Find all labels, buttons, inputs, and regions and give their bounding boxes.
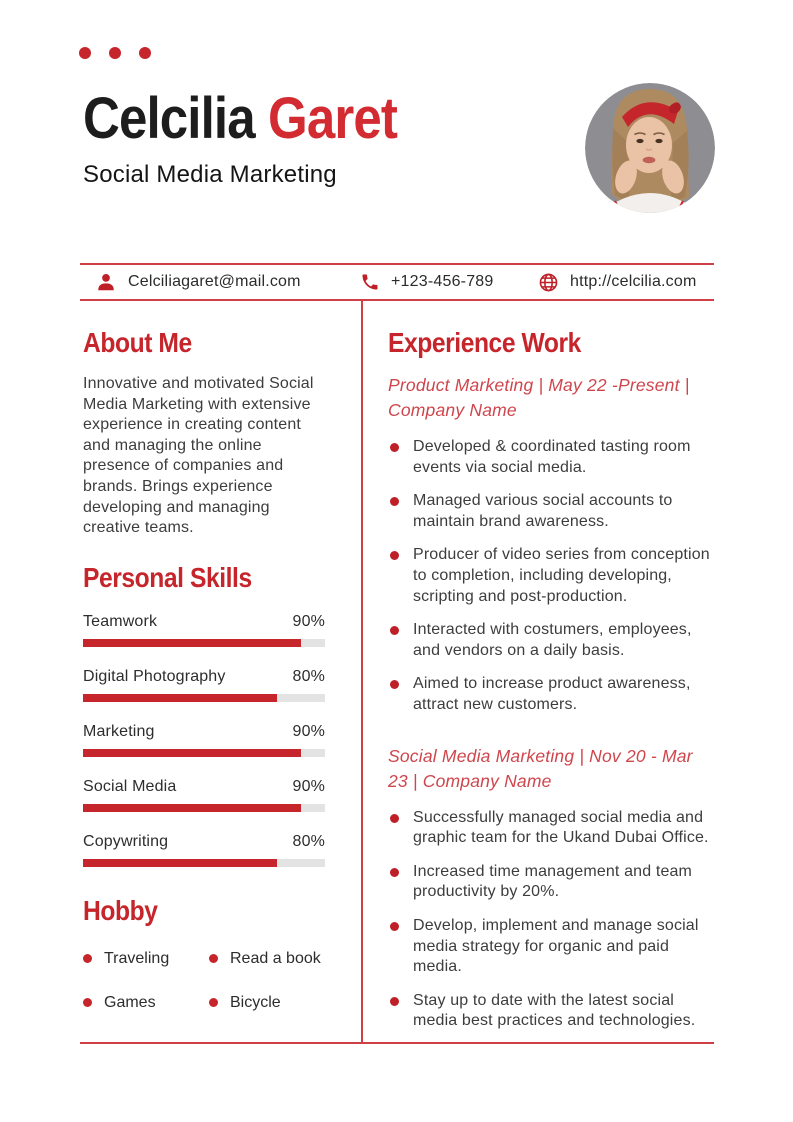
skill-label: Teamwork — [83, 612, 158, 630]
skill-percent: 80% — [292, 832, 325, 850]
bullet-icon — [83, 998, 92, 1007]
skill-bar-fill — [83, 804, 301, 812]
skill-row — [83, 668, 325, 702]
skill-bar-track — [83, 804, 325, 812]
skill-bar-track — [83, 639, 325, 647]
hobby-label: Games — [104, 993, 156, 1011]
right-column — [361, 301, 714, 1042]
left-column — [80, 301, 361, 1042]
about-section — [83, 328, 325, 539]
job-bullet: Interacted with costumers, employees, and vendors on a daily basis. — [388, 620, 714, 661]
last-name: Garet — [268, 86, 397, 151]
decorative-dots — [79, 47, 151, 59]
contact-email — [95, 265, 301, 299]
skills-heading: Personal Skills — [83, 561, 252, 593]
skill-bar-fill — [83, 859, 277, 867]
skill-percent: 90% — [292, 722, 325, 740]
skill-row — [83, 723, 325, 757]
red-dot-icon — [79, 47, 91, 59]
skill-bar-fill — [83, 694, 277, 702]
bullet-icon — [83, 954, 92, 963]
hobby-list — [83, 950, 325, 1012]
phone-text: +123-456-789 — [391, 273, 494, 290]
skill-label: Digital Photography — [83, 667, 226, 685]
phone-icon — [360, 272, 380, 292]
skill-bar-fill — [83, 639, 301, 647]
skill-bar-fill — [83, 749, 301, 757]
red-dot-icon — [109, 47, 121, 59]
job-bullet: Producer of video series from conception to completion, including developing, scripting and post-production. — [388, 545, 714, 607]
hobby-item — [83, 950, 209, 968]
job-title: Social Media Marketing | Nov 20 - Mar 23 | Company Name — [388, 745, 693, 791]
job-title: Product Marketing | May 22 -Present | Company Name — [388, 375, 690, 420]
avatar — [585, 83, 715, 213]
hobby-item — [83, 994, 209, 1012]
skill-row — [83, 778, 325, 812]
name-block — [83, 83, 440, 189]
header — [83, 83, 715, 213]
skill-label: Copywriting — [83, 832, 169, 850]
hobby-heading: Hobby — [83, 894, 158, 926]
skill-bar-track — [83, 694, 325, 702]
globe-icon — [538, 272, 559, 293]
skill-bar-track — [83, 749, 325, 757]
job-bullet-list — [388, 808, 714, 1032]
job-bullet: Stay up to date with the latest social media best practices and technologies. — [388, 991, 714, 1032]
hobby-item — [209, 950, 325, 968]
experience-heading: Experience Work — [388, 327, 581, 358]
skills-section — [83, 563, 325, 867]
contact-website — [538, 265, 697, 299]
job-bullet: Managed various social accounts to maintain brand awareness. — [388, 491, 714, 532]
hobby-section — [83, 896, 325, 1012]
hobby-label: Traveling — [104, 949, 170, 967]
experience-section — [388, 328, 714, 1032]
job-bullet: Developed & coordinated tasting room events via social media. — [388, 437, 714, 478]
contact-phone — [360, 265, 494, 299]
red-dot-icon — [139, 47, 151, 59]
job-bullet: Successfully managed social media and graphic team for the Ukand Dubai Office. — [388, 808, 714, 849]
skill-percent: 80% — [292, 667, 325, 685]
skill-percent: 90% — [292, 777, 325, 795]
page-title — [83, 86, 397, 151]
website-text: http://celcilia.com — [570, 273, 697, 290]
about-heading: About Me — [83, 327, 192, 358]
job-bullet: Aimed to increase product awareness, attract new customers. — [388, 674, 714, 715]
job-bullet: Develop, implement and manage social media strategy for organic and paid media. — [388, 916, 714, 978]
job-subtitle: Social Media Marketing — [83, 161, 337, 188]
profile-photo-illustration — [585, 83, 715, 213]
bullet-icon — [209, 998, 218, 1007]
job-bullet-list — [388, 437, 714, 716]
skill-label: Social Media — [83, 777, 177, 795]
contact-bar — [80, 263, 714, 301]
first-name: Celcilia — [83, 86, 255, 151]
job-bullet: Increased time management and team productivity by 20%. — [388, 862, 714, 903]
skill-bar-track — [83, 859, 325, 867]
skill-label: Marketing — [83, 722, 155, 740]
hobby-label: Bicycle — [230, 993, 281, 1011]
skill-row — [83, 613, 325, 647]
hobby-item — [209, 994, 325, 1012]
bullet-icon — [209, 954, 218, 963]
main-content — [80, 301, 714, 1044]
person-icon — [95, 271, 117, 293]
hobby-label: Read a book — [230, 949, 321, 967]
skill-row — [83, 833, 325, 867]
about-text: Innovative and motivated Social Media Marketing with extensive experience in creating content and managing the online presence of companies and brands. Brings experience developing and managing creative teams. — [83, 375, 314, 537]
skill-percent: 90% — [292, 612, 325, 630]
email-text: Celciliagaret@mail.com — [128, 273, 301, 290]
